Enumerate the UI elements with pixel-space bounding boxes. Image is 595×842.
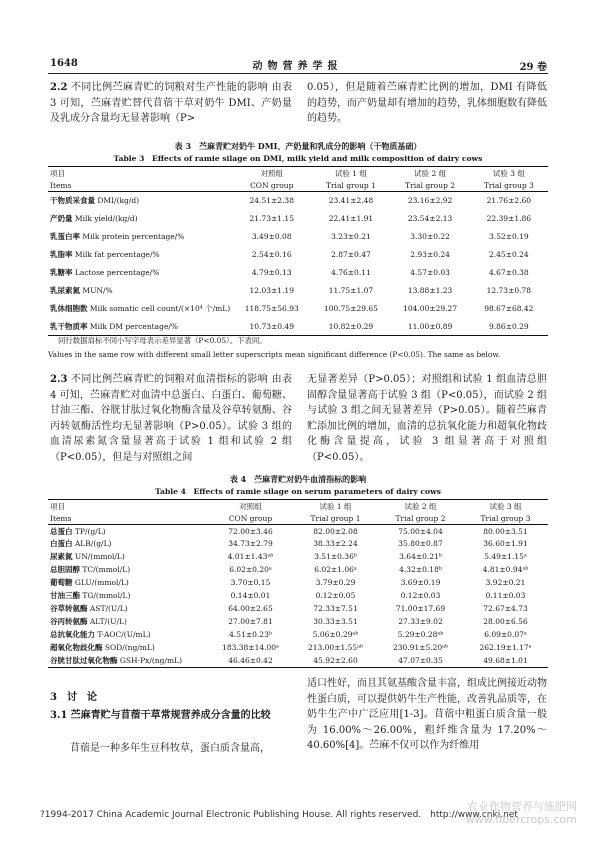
table-cell: 213.00±1.55ᵃᵇ: [307, 643, 364, 653]
table-header-cn: 项目: [50, 501, 65, 511]
table-cell: 3.70±0.15: [230, 578, 271, 588]
row-label-en: SOD/(ng/mL): [102, 643, 155, 653]
table-cell: 64.00±2.65: [228, 604, 273, 614]
table-4-grid: [48, 499, 548, 669]
table-cell: 22.41±1.91: [328, 213, 374, 223]
table-cell: 72.33±7.51: [313, 604, 358, 614]
table-cell: 98.67±68.42: [484, 303, 534, 313]
table-cell: 0.12±0.05: [315, 591, 356, 601]
row-label-cn: 总胆固醇: [50, 565, 80, 575]
row-label-en: Milk fat percentage/%: [72, 249, 160, 259]
table-row: [48, 538, 548, 551]
table-4-caption-en: Table 4 Effects of ramie silage on serum parameters of dairy cows: [155, 487, 441, 496]
table-header-row-cn: [48, 167, 548, 180]
table-cell: 71.00±17.69: [395, 604, 446, 614]
table-bottom-rule: [48, 668, 548, 669]
table-cell: 38.33±2.24: [313, 539, 358, 549]
section-2-3-number: 2.3: [50, 374, 68, 385]
table-header-en: CON group: [228, 513, 273, 523]
row-label-cn: 甘油三酯: [50, 591, 80, 601]
row-label-cn: 谷丙转氨酶: [50, 617, 88, 627]
table-cell: 3.49±0.08: [251, 231, 292, 241]
section-2-3-text-left: 不同比例苎麻青贮的饲粮对血清指标的影响 由表 4 可知，苎麻青贮对血清中总蛋白、白蛋白、葡萄糖、甘油三酯、谷胱甘肽过氧化物酶含量及谷草转氨酶、谷丙转氨酶活性均无显著影响（P>0.05）。试验 3 组的血清尿素氮含量显著高于试验 1 组和试验 2 组（P<0.05），但是与对照组之间: [50, 374, 292, 463]
table-cell: 4.57±0.03: [410, 267, 450, 277]
row-label-cn: 超氧化物歧化酶: [50, 643, 103, 653]
row-label-en: Milk DM percentage/%: [87, 321, 179, 331]
table-cell: 47.07±0.35: [398, 656, 443, 665]
table-cell: 23.16±2.92: [407, 196, 453, 205]
table-cell: 4.01±1.43ᵃᵇ: [227, 552, 274, 562]
table-cell: 12.03±1.19: [249, 285, 294, 295]
table-header-en: Items: [50, 180, 72, 190]
table-cell: 104.00±29.27: [403, 303, 458, 313]
row-label-en: T-AOC/(U/mL): [95, 630, 151, 640]
table-row: [48, 616, 548, 629]
row-label-en: ALB/(g/L): [72, 539, 112, 549]
row-label-cn: 乳糖率: [50, 267, 73, 277]
table-row-label: [48, 538, 208, 551]
table-cell: 4.76±0.11: [331, 267, 371, 277]
table-header-cn: 试验 2 组: [414, 168, 447, 178]
table-cell: 36.60±1.91: [483, 539, 528, 549]
row-label-cn: 白蛋白: [50, 539, 73, 549]
table-cell: 0.12±0.03: [400, 591, 441, 601]
row-label-en: GLU/(mmol/L): [72, 578, 129, 588]
table-cell: 21.73±1.15: [249, 213, 294, 223]
table-row: [48, 642, 548, 655]
section-2-2-right: [307, 80, 547, 127]
table-cell: 27.33±9.02: [398, 617, 443, 627]
table-header-cn: 试验 3 组: [492, 168, 525, 178]
section-3-1-number: 3.1: [50, 710, 68, 721]
table-header-en: Trial group 3: [483, 180, 534, 190]
row-label-cn: 谷胱甘肽过氧化物酶: [50, 656, 118, 665]
table-row: [48, 246, 548, 264]
table-row-label: [48, 616, 208, 629]
table-3-note-cn: 同行数据肩标不同小写字母表示差异显著（P<0.05）。下表同。: [58, 336, 267, 345]
table-cell: 28.00±6.56: [483, 617, 528, 627]
header-rule: [48, 73, 548, 74]
table-cell: 45.92±2.60: [313, 656, 358, 665]
table-cell: 10.73±0.49: [249, 321, 294, 331]
table-header-en: Items: [50, 513, 72, 523]
table-row: [48, 577, 548, 590]
table-header-cn: 试验 2 组: [404, 501, 437, 511]
table-row-label: [48, 551, 208, 564]
table-cell: 6.02±0.20ᵃ: [229, 565, 272, 575]
table-row: [48, 603, 548, 616]
watermark-url: www.fibercrops.com: [465, 813, 577, 826]
table-cell: 24.51±2.38: [249, 196, 294, 205]
table-row-label: [48, 246, 232, 264]
table-row: [48, 192, 548, 210]
watermark-cn: 农业作物营养与施肥网: [467, 800, 577, 813]
table-cell: 4.67±0.38: [489, 267, 529, 277]
table-cell: 23.41±2.48: [328, 196, 374, 205]
table-cell: 3.64±0.21ᵇ: [399, 552, 442, 562]
table-cell: 10.82±0.29: [328, 321, 374, 331]
table-cell: 118.75±56.93: [244, 303, 299, 313]
volume-number: 29 卷: [519, 62, 547, 73]
table-header-en: Trial group 2: [395, 513, 446, 523]
table-row-label: [48, 629, 208, 642]
table-4: [48, 499, 548, 669]
row-label-cn: 干物质采食量: [50, 196, 95, 205]
table-row: [48, 318, 548, 336]
table-header-cn: 对照组: [239, 501, 262, 511]
section-3-1-title: 苎麻青贮与苜蓿干草常规营养成分含量的比较: [70, 710, 271, 721]
table-row: [48, 551, 548, 564]
table-cell: 3.52±0.19: [489, 231, 529, 241]
row-label-en: Milk yield/(kg/d): [72, 213, 138, 223]
table-cell: 100.75±29.65: [323, 303, 378, 313]
table-cell: 4.79±0.13: [251, 267, 292, 277]
table-cell: 82.00±2.08: [313, 526, 358, 536]
table-row: [48, 525, 548, 538]
table-header-row-en: [48, 513, 548, 525]
table-cell: 230.91±5.20ᵃᵇ: [392, 643, 449, 653]
table-row-label: [48, 300, 232, 318]
row-label-cn: 乳尿素氮: [50, 285, 80, 295]
row-label-cn: 乳脂率: [50, 249, 73, 259]
table-row-label: [48, 228, 232, 246]
row-label-en: GSH-Px/(ng/mL): [117, 656, 182, 665]
table-header-cn: 试验 1 组: [334, 168, 367, 178]
table-3-note-en: Values in the same row with different small letter superscripts mean significant difference (P<0.05). The same as below.: [48, 350, 501, 359]
section-2-2-text-left: 不同比例苎麻青贮的饲粮对生产性能的影响 由表 3 可知，苎麻青贮替代苜蓿干草对奶牛 DMI、产奶量及乳成分含量均无显著影响（P>: [50, 82, 292, 124]
section-3-1-heading: [50, 708, 292, 724]
table-row: [48, 228, 548, 246]
row-label-cn: 产奶量: [50, 213, 73, 223]
row-label-cn: 乳蛋白率: [50, 231, 80, 241]
table-cell: 6.09±0.07ᵃ: [484, 630, 527, 640]
table-row-label: [48, 564, 208, 577]
row-label-cn: 葡萄糖: [50, 578, 73, 588]
section-3-title: 3 讨 论: [50, 692, 97, 703]
table-4-caption-cn: 表 4 苎麻青贮对奶牛血清指标的影响: [229, 474, 367, 484]
table-row: [48, 210, 548, 228]
section-2-2-text-right: 0.05），但是随着苎麻青贮比例的增加，DMI 有降低的趋势，而产奶量却有增加的趋势，乳体细胞数有降低的趋势。: [307, 82, 547, 124]
table-row-label: [48, 655, 208, 668]
table-cell: 3.69±0.19: [400, 578, 441, 588]
table-header-en: Trial group 2: [405, 180, 456, 190]
row-label-en: Milk protein percentage/%: [80, 231, 185, 241]
row-label-cn: 尿素氮: [50, 552, 73, 562]
table-cell: 5.06±0.29ᵃᵇ: [312, 630, 359, 640]
section-2-3-right: [307, 372, 547, 465]
table-row-label: [48, 282, 232, 300]
table-header-en: Trial group 1: [310, 513, 361, 523]
table-cell: 30.33±3.51: [313, 617, 358, 627]
table-row: [48, 629, 548, 642]
table-header-en: Trial group 3: [480, 513, 531, 523]
table-header-cn: 试验 3 组: [489, 501, 522, 511]
table-header-cn: 项目: [50, 168, 65, 178]
table-header-en: CON group: [250, 180, 294, 190]
table-3: [48, 166, 548, 337]
table-cell: 3.79±0.29: [315, 578, 356, 588]
row-label-en: MUN/%: [80, 285, 113, 295]
table-cell: 34.73±2.79: [228, 539, 273, 549]
table-cell: 5.49±1.15ᵃ: [484, 552, 527, 562]
section-3-1-text-left: 苜蓿是一种多年生豆科牧草，蛋白质含量高，: [70, 743, 270, 754]
table-row: [48, 282, 548, 300]
table-cell: 2.93±0.24: [410, 249, 450, 259]
table-cell: 5.29±0.28ᵃᵇ: [397, 630, 444, 640]
table-cell: 22.39±1.86: [486, 213, 532, 223]
table-cell: 3.30±0.22: [410, 231, 450, 241]
table-cell: 2.45±0.24: [489, 249, 529, 259]
table-cell: 4.51±0.23ᵇ: [229, 630, 272, 640]
table-cell: 262.19±1.17ᵃ: [479, 643, 532, 653]
table-row-label: [48, 642, 208, 655]
section-2-3-left: [50, 372, 292, 465]
table-cell: 4.32±0.18ᵇ: [399, 565, 442, 575]
row-label-en: UN/(mmol/L): [72, 552, 125, 562]
page-number-left: 1648: [50, 58, 78, 69]
table-row-label: [48, 603, 208, 616]
table-cell: 27.00±7.81: [228, 617, 273, 627]
table-cell: 6.02±1.06ᵃ: [314, 565, 357, 575]
row-label-en: Lactose percentage/%: [72, 267, 160, 277]
table-header-row-en: [48, 180, 548, 192]
table-cell: 2.54±0.16: [251, 249, 292, 259]
table-row: [48, 264, 548, 282]
table-bottom-cell: [48, 668, 548, 669]
table-cell: 75.00±4.04: [398, 526, 443, 536]
table-cell: 11.00±0.89: [407, 321, 453, 331]
table-cell: 12.73±0.78: [486, 285, 532, 295]
table-cell: 23.54±2.13: [407, 213, 453, 223]
table-row: [48, 300, 548, 318]
table-cell: 9.86±0.29: [489, 321, 529, 331]
row-label-en: DMI/(kg/d): [95, 196, 140, 205]
table-row: [48, 655, 548, 668]
row-label-en: TG/(mmol/L): [80, 591, 131, 601]
table-cell: 21.76±2.60: [486, 196, 532, 205]
row-label-en: TP/(g/L): [72, 526, 106, 536]
section-3-1-text-right: 适口性好，而且其氨基酸含量丰富，组成比例接近动物性蛋白质，可以提供奶牛生产性能，改善乳品质等，在奶牛生产中广泛应用[1-3]。苜蓿中粗蛋白质含量一般为 16.00%～26.00%，粗纤维含量为 17.20%～40.60%[4]。苎麻不仅可以作为纤维用: [307, 678, 547, 751]
table-row-label: [48, 264, 232, 282]
table-header-cn: 试验 1 组: [319, 501, 352, 511]
row-label-cn: 乳体细胞数: [50, 303, 88, 313]
table-row-label: [48, 210, 232, 228]
table-row-label: [48, 590, 208, 603]
table-3-grid: [48, 166, 548, 337]
row-label-en: TC/(mmol/L): [80, 565, 131, 575]
row-label-cn: 总蛋白: [50, 526, 73, 536]
table-cell: 72.00±3.46: [228, 526, 273, 536]
journal-title: 动物营养学报: [252, 61, 343, 72]
table-cell: 3.92±0.21: [485, 578, 526, 588]
table-cell: 0.14±0.01: [230, 591, 271, 601]
section-2-2-left: [50, 80, 292, 127]
table-row-label: [48, 525, 208, 538]
table-cell: 2.87±0.47: [331, 249, 371, 259]
copyright-footer: ?1994-2017 China Academic Journal Electronic Publishing House. All rights reserved. http://www.cnki.net: [40, 810, 518, 820]
table-cell: 35.80±0.87: [398, 539, 443, 549]
table-row: [48, 590, 548, 603]
table-cell: 11.75±1.07: [328, 285, 374, 295]
table-cell: 13.88±1.23: [407, 285, 453, 295]
table-cell: 72.67±4.73: [483, 604, 528, 614]
table-header-en: Trial group 1: [325, 180, 376, 190]
row-label-en: AST/(U/L): [87, 604, 128, 614]
table-row: [48, 564, 548, 577]
row-label-cn: 谷草转氨酶: [50, 604, 88, 614]
row-label-en: ALT/(U/L): [87, 617, 127, 627]
table-cell: 183.38±14.00ᵃ: [222, 643, 279, 653]
section-2-3-text-right: 无显著差异（P>0.05）；对照组和试验 1 组血清总胆固醇含量显著高于试验 3 组（P<0.05），而试验 2 组与试验 3 组之间无显著差异（P>0.05）。随着苎麻青贮添加比例的增加，血清的总抗氧化能力和超氧化物歧化酶含量提高，试验 3 组显著高于对照组（P<0.05）。: [307, 374, 547, 463]
table-3-caption-en: Table 3 Effects of ramie silage on DMI, milk yield and milk composition of dairy cows: [113, 154, 483, 163]
table-cell: 4.81±0.94ᵃᵇ: [482, 565, 529, 575]
table-cell: 46.46±0.42: [228, 656, 273, 665]
watermark: [466, 800, 577, 826]
table-3-caption-cn: 表 3 苎麻青贮对奶牛 DMI、产奶量和乳成分的影响（干物质基础）: [174, 141, 422, 151]
section-2-2-number: 2.2: [50, 82, 68, 93]
table-row-label: [48, 192, 232, 210]
table-cell: 0.11±0.03: [485, 591, 526, 601]
table-cell: 49.68±1.01: [483, 656, 528, 665]
table-header-row-cn: [48, 500, 548, 513]
table-header-cn: 对照组: [260, 168, 283, 178]
table-row-label: [48, 577, 208, 590]
row-label-en: Milk somatic cell count/(×10⁴ 个/mL): [87, 303, 231, 313]
row-label-cn: 总抗氧化能力: [50, 630, 95, 640]
row-label-cn: 乳干物质率: [50, 321, 88, 331]
table-row-label: [48, 318, 232, 336]
table-cell: 80.00±3.51: [483, 526, 528, 536]
table-cell: 3.23±0.21: [331, 231, 371, 241]
table-cell: 3.51±0.36ᵇ: [314, 552, 357, 562]
